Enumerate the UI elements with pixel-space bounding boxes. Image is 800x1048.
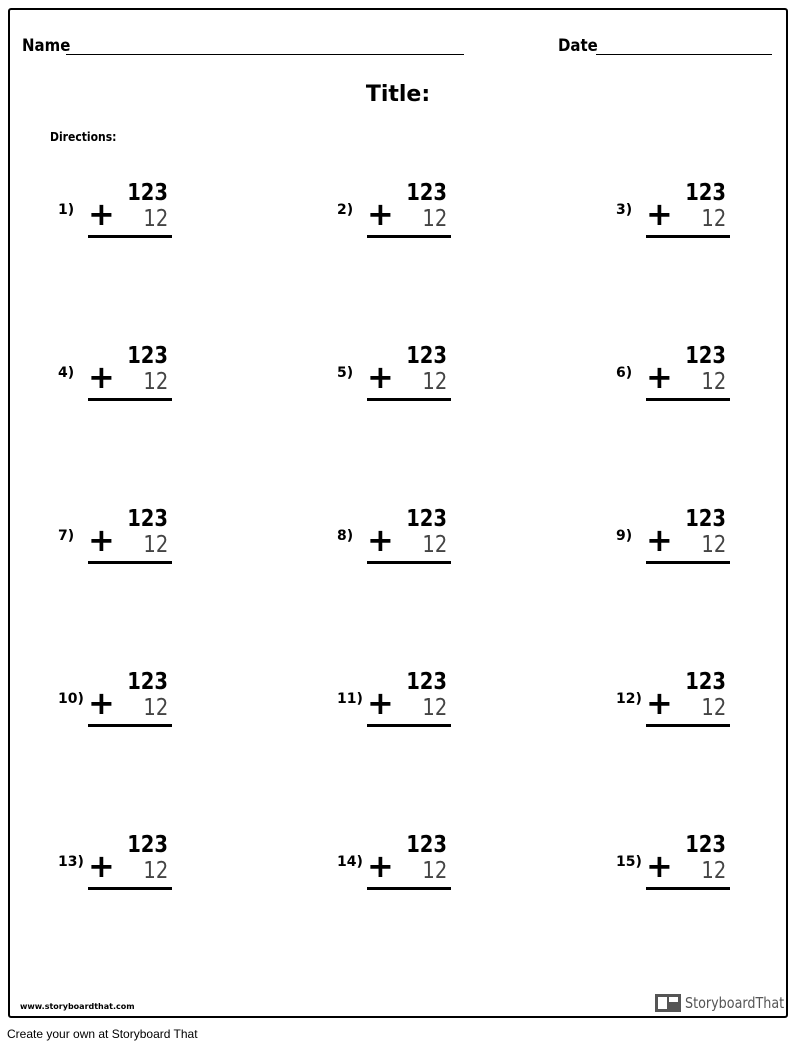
top-addend: 123 bbox=[127, 343, 168, 369]
plus-sign: + bbox=[88, 358, 115, 396]
plus-sign: + bbox=[646, 847, 673, 885]
bottom-addend: 12 bbox=[701, 858, 726, 884]
top-addend: 123 bbox=[406, 506, 447, 532]
addition-problem bbox=[616, 669, 756, 749]
problem-number: 10) bbox=[58, 691, 84, 707]
worksheet bbox=[8, 8, 788, 1018]
addition-problem bbox=[616, 180, 756, 260]
bottom-addend: 12 bbox=[701, 695, 726, 721]
answer-line bbox=[367, 398, 451, 401]
name-line bbox=[66, 54, 464, 55]
addition-problem bbox=[616, 343, 756, 423]
problem-number: 2) bbox=[337, 202, 354, 218]
addition-problem bbox=[337, 343, 477, 423]
site-url: www.storyboardthat.com bbox=[20, 1002, 135, 1011]
plus-sign: + bbox=[367, 521, 394, 559]
problem-number: 7) bbox=[58, 528, 75, 544]
addition-problem bbox=[58, 832, 198, 912]
top-addend: 123 bbox=[127, 669, 168, 695]
problem-number: 11) bbox=[337, 691, 363, 707]
answer-line bbox=[367, 887, 451, 890]
answer-line bbox=[88, 561, 172, 564]
addition-problem bbox=[337, 669, 477, 749]
problem-number: 8) bbox=[337, 528, 354, 544]
bottom-addend: 12 bbox=[701, 206, 726, 232]
top-addend: 123 bbox=[406, 669, 447, 695]
bottom-addend: 12 bbox=[422, 858, 447, 884]
bottom-addend: 12 bbox=[422, 206, 447, 232]
answer-line bbox=[646, 398, 730, 401]
brand-logo bbox=[655, 992, 800, 1014]
answer-line bbox=[646, 561, 730, 564]
problem-number: 5) bbox=[337, 365, 354, 381]
bottom-addend: 12 bbox=[143, 369, 168, 395]
bottom-addend: 12 bbox=[143, 695, 168, 721]
answer-line bbox=[367, 724, 451, 727]
addition-problem bbox=[58, 669, 198, 749]
problem-number: 4) bbox=[58, 365, 75, 381]
top-addend: 123 bbox=[685, 506, 726, 532]
answer-line bbox=[646, 235, 730, 238]
bottom-addend: 12 bbox=[701, 532, 726, 558]
plus-sign: + bbox=[88, 847, 115, 885]
date-line bbox=[596, 54, 772, 55]
top-addend: 123 bbox=[127, 180, 168, 206]
answer-line bbox=[88, 724, 172, 727]
top-addend: 123 bbox=[127, 506, 168, 532]
plus-sign: + bbox=[88, 521, 115, 559]
top-addend: 123 bbox=[685, 180, 726, 206]
plus-sign: + bbox=[646, 195, 673, 233]
addition-problem bbox=[58, 343, 198, 423]
storyboardthat-logo-icon bbox=[655, 994, 681, 1012]
bottom-addend: 12 bbox=[422, 532, 447, 558]
worksheet-title: Title: bbox=[365, 82, 431, 107]
name-label: Name bbox=[22, 36, 71, 56]
bottom-addend: 12 bbox=[422, 369, 447, 395]
problem-number: 15) bbox=[616, 854, 642, 870]
bottom-addend: 12 bbox=[701, 369, 726, 395]
top-addend: 123 bbox=[685, 832, 726, 858]
directions-label: Directions: bbox=[50, 130, 117, 144]
addition-problem bbox=[58, 180, 198, 260]
plus-sign: + bbox=[367, 195, 394, 233]
top-addend: 123 bbox=[685, 343, 726, 369]
addition-problem bbox=[337, 832, 477, 912]
plus-sign: + bbox=[646, 684, 673, 722]
top-addend: 123 bbox=[685, 669, 726, 695]
answer-line bbox=[367, 235, 451, 238]
answer-line bbox=[646, 724, 730, 727]
date-label: Date bbox=[558, 36, 598, 56]
answer-line bbox=[88, 398, 172, 401]
bottom-addend: 12 bbox=[143, 858, 168, 884]
answer-line bbox=[88, 235, 172, 238]
answer-line bbox=[367, 561, 451, 564]
top-addend: 123 bbox=[127, 832, 168, 858]
plus-sign: + bbox=[88, 195, 115, 233]
top-addend: 123 bbox=[406, 832, 447, 858]
problem-number: 12) bbox=[616, 691, 642, 707]
answer-line bbox=[88, 887, 172, 890]
plus-sign: + bbox=[88, 684, 115, 722]
problem-number: 14) bbox=[337, 854, 363, 870]
addition-problem bbox=[58, 506, 198, 586]
answer-line bbox=[646, 887, 730, 890]
plus-sign: + bbox=[367, 684, 394, 722]
addition-problem bbox=[337, 180, 477, 260]
plus-sign: + bbox=[367, 847, 394, 885]
addition-problem bbox=[616, 832, 756, 912]
problem-number: 3) bbox=[616, 202, 633, 218]
top-addend: 123 bbox=[406, 180, 447, 206]
plus-sign: + bbox=[646, 358, 673, 396]
problem-number: 9) bbox=[616, 528, 633, 544]
bottom-addend: 12 bbox=[143, 206, 168, 232]
bottom-addend: 12 bbox=[143, 532, 168, 558]
problem-number: 13) bbox=[58, 854, 84, 870]
brand-text: StoryboardThat bbox=[685, 994, 785, 1012]
bottom-addend: 12 bbox=[422, 695, 447, 721]
problem-number: 6) bbox=[616, 365, 633, 381]
top-addend: 123 bbox=[406, 343, 447, 369]
addition-problem bbox=[337, 506, 477, 586]
plus-sign: + bbox=[646, 521, 673, 559]
problem-number: 1) bbox=[58, 202, 75, 218]
page-footer: Create your own at Storyboard That bbox=[7, 1027, 198, 1041]
addition-problem bbox=[616, 506, 756, 586]
plus-sign: + bbox=[367, 358, 394, 396]
